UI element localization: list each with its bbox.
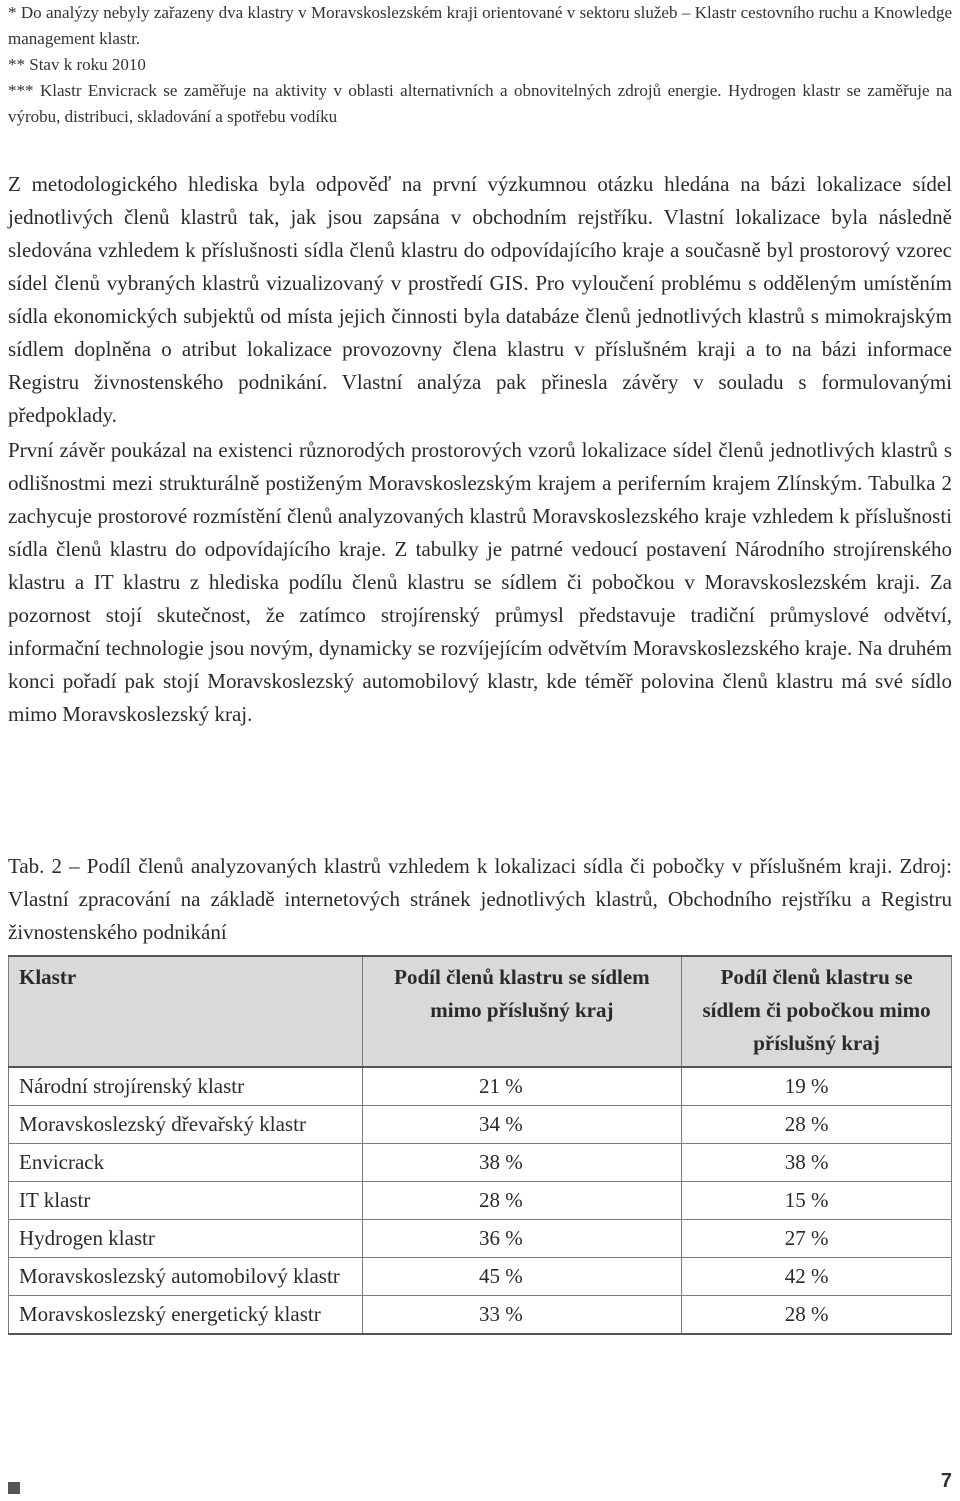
- cluster-name: Envicrack: [9, 1144, 363, 1182]
- cluster-name: IT klastr: [9, 1182, 363, 1220]
- table-header-row: [9, 956, 952, 1067]
- cluster-name: Moravskoslezský energetický klastr: [9, 1296, 363, 1335]
- table-row: [9, 1144, 952, 1182]
- share-seat-outside: 45 %: [362, 1258, 681, 1296]
- page-number: 7: [940, 1470, 952, 1492]
- share-seat-or-branch-outside: 19 %: [682, 1067, 952, 1106]
- table-row: [9, 1258, 952, 1296]
- column-header-seat-outside: Podíl členů klastru se sídlem mimo příslušný kraj: [362, 956, 681, 1067]
- share-seat-outside: 21 %: [362, 1067, 681, 1106]
- table-body: [9, 1067, 952, 1334]
- table-caption: Tab. 2 – Podíl členů analyzovaných klastrů vzhledem k lokalizaci sídla či pobočky v příslušném kraji. Zdroj: Vlastní zpracování na základě internetových stránek jednotlivých klastrů, Obchodního rejstříku a Registru živnostenského podnikání: [8, 854, 952, 944]
- footnote-2: ** Stav k roku 2010: [8, 55, 146, 74]
- table-row: [9, 1220, 952, 1258]
- column-header-seat-or-branch-outside: Podíl členů klastru se sídlem či pobočkou mimo příslušný kraj: [682, 956, 952, 1067]
- share-seat-or-branch-outside: 15 %: [682, 1182, 952, 1220]
- footnotes: [8, 0, 952, 130]
- table-row: [9, 1067, 952, 1106]
- footer-square-icon: [8, 1482, 20, 1494]
- cluster-name: Moravskoslezský automobilový klastr: [9, 1258, 363, 1296]
- share-seat-or-branch-outside: 27 %: [682, 1220, 952, 1258]
- table-row: [9, 1182, 952, 1220]
- share-seat-or-branch-outside: 28 %: [682, 1296, 952, 1335]
- share-seat-outside: 28 %: [362, 1182, 681, 1220]
- share-seat-outside: 36 %: [362, 1220, 681, 1258]
- footnote-3: *** Klastr Envicrack se zaměřuje na aktivity v oblasti alternativních a obnovitelných zdrojů energie. Hydrogen klastr se zaměřuje na výrobu, distribuci, skladování a spotřebu vodíku: [8, 81, 952, 126]
- cluster-name: Národní strojírenský klastr: [9, 1067, 363, 1106]
- cluster-name: Hydrogen klastr: [9, 1220, 363, 1258]
- table-row: [9, 1106, 952, 1144]
- table-row: [9, 1296, 952, 1335]
- paragraph-1: Z metodologického hlediska byla odpověď na první výzkumnou otázku hledána na bázi lokalizace sídel jednotlivých členů klastrů tak, jak jsou zapsána v obchodním rejstříku. Vlastní lokalizace byla následně sledována vzhledem k příslušnosti sídla členů klastru do odpovídajícího kraje a současně byl prostorový vzorec sídel členů vybraných klastrů vizualizovaný v prostředí GIS. Pro vyloučení problému s odděleným umístěním sídla ekonomických subjektů od místa jejich činnosti byla databáze členů jednotlivých klastrů s mimokrajským sídlem doplněna o atribut lokalizace provozovny člena klastru v příslušném kraji a to na bázi informace Registru živnostenského podnikání. Vlastní analýza pak přinesla závěry v souladu s formulovanými předpoklady.: [8, 172, 952, 427]
- paragraph-2: První závěr poukázal na existenci různorodých prostorových vzorů lokalizace sídel členů jednotlivých klastrů s odlišnostmi mezi strukturálně postiženým Moravskoslezským krajem a periferním krajem Zlínským. Tabulka 2 zachycuje prostorové rozmístění členů analyzovaných klastrů Moravskoslezského kraje vzhledem k příslušnosti sídla členů klastru do odpovídajícího kraje. Z tabulky je patrné vedoucí postavení Národního strojírenského klastru a IT klastru z hlediska podílu členů klastru se sídlem či pobočkou v Moravskoslezském kraji. Za pozornost stojí skutečnost, že zatímco strojírenský průmysl představuje tradiční průmyslové odvětví, informační technologie jsou novým, dynamicky se rozvíjejícím odvětvím Moravskoslezského kraje. Na druhém konci pořadí pak stojí Moravskoslezský automobilový klastr, kde téměř polovina členů klastru má své sídlo mimo Moravskoslezský kraj.: [8, 438, 952, 726]
- body-text: [8, 168, 952, 731]
- share-seat-outside: 33 %: [362, 1296, 681, 1335]
- share-seat-outside: 38 %: [362, 1144, 681, 1182]
- footnote-1: * Do analýzy nebyly zařazeny dva klastry v Moravskoslezském kraji orientované v sektoru služeb – Klastr cestovního ruchu a Knowledge management klastr.: [8, 3, 952, 48]
- column-header-cluster: Klastr: [9, 956, 363, 1067]
- table-header: [9, 956, 952, 1067]
- clusters-table: [8, 955, 952, 1335]
- share-seat-or-branch-outside: 42 %: [682, 1258, 952, 1296]
- share-seat-outside: 34 %: [362, 1106, 681, 1144]
- cluster-name: Moravskoslezský dřevařský klastr: [9, 1106, 363, 1144]
- share-seat-or-branch-outside: 38 %: [682, 1144, 952, 1182]
- share-seat-or-branch-outside: 28 %: [682, 1106, 952, 1144]
